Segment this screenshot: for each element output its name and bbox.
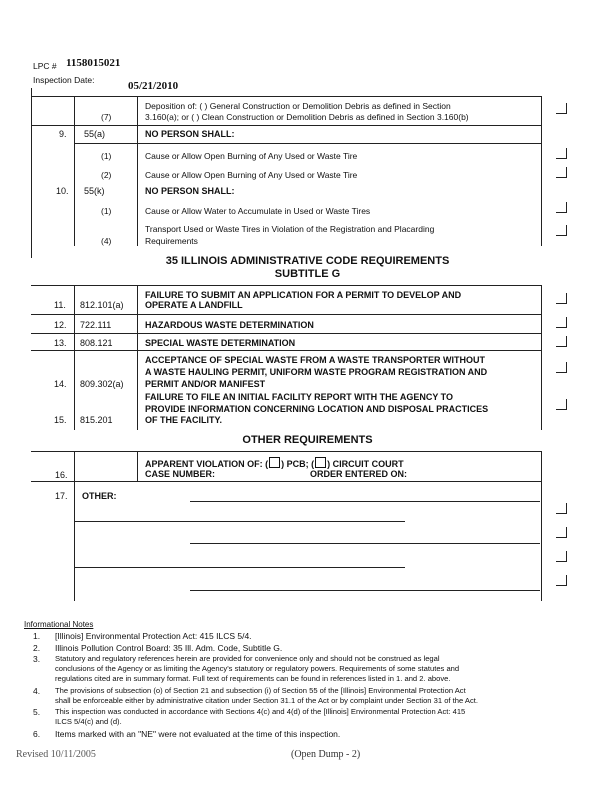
row-14-text: PERMIT AND/OR MANIFEST [145, 379, 266, 389]
lpc-label: LPC # [33, 61, 57, 71]
table-rule [74, 143, 541, 144]
apparent-violation-court: ) CIRCUIT COURT [327, 459, 404, 469]
row-10-1-text: Cause or Allow Water to Accumulate in Used or Waste Tires [145, 206, 371, 216]
row-9-1-checkbox[interactable] [556, 148, 567, 159]
other-requirements-title: OTHER REQUIREMENTS [242, 434, 373, 446]
apparent-violation-line [145, 457, 404, 469]
row-10-section: 55(k) [84, 186, 105, 196]
section-title: 35 ILLINOIS ADMINISTRATIVE CODE REQUIREMENTS [165, 255, 450, 267]
row-10-4-text: Requirements [145, 236, 198, 246]
table-rule [31, 481, 541, 482]
table-rule [31, 333, 541, 334]
table-rule [31, 285, 541, 286]
note-3: regulations cited are in summary format. Full text of requirements can be found in references listed in 1. and 2. above. [55, 674, 451, 683]
apparent-violation-pcb: ) PCB; ( [281, 459, 315, 469]
row-11-text: FAILURE TO SUBMIT AN APPLICATION FOR A PERMIT TO DEVELOP AND [145, 290, 462, 300]
inspection-date: 05/21/2010 [128, 80, 179, 92]
note-1-number: 1. [33, 631, 41, 641]
row-16-number: 16. [55, 470, 68, 480]
note-2-number: 2. [33, 643, 41, 653]
row-12-section: 722.111 [80, 320, 112, 330]
row-15-text: PROVIDE INFORMATION CONCERNING LOCATION AND DISPOSAL PRACTICES [145, 404, 489, 414]
form-name: (Open Dump - 2) [291, 749, 361, 760]
circuit-court-checkbox[interactable] [315, 457, 326, 468]
row-15-number: 15. [54, 415, 67, 425]
table-col-divider [74, 451, 75, 601]
note-3: conclusions of the Agency or as limiting the Agency's statutory or regulatory powers. Requirements of some statutes and [55, 664, 460, 673]
table-rule [31, 314, 541, 315]
other-entry-line[interactable] [75, 567, 405, 568]
row-10-4-text: Transport Used or Waste Tires in Violation of the Registration and Placarding [145, 224, 435, 234]
row-14-checkbox[interactable] [556, 362, 567, 373]
row-14-text: A WASTE HAULING PERMIT, UNIFORM WASTE PROGRAM REGISTRATION AND [145, 367, 488, 377]
row-9-1-number: (1) [101, 151, 112, 161]
other-entry-line[interactable] [190, 501, 540, 502]
row-12-checkbox[interactable] [556, 317, 567, 328]
row-9-2-text: Cause or Allow Open Burning of Any Used or Waste Tire [145, 170, 358, 180]
notes-title: Informational Notes [24, 620, 94, 629]
row-13-section: 808.121 [80, 338, 113, 348]
table-col-divider [541, 451, 542, 601]
row-12-number: 12. [54, 320, 67, 330]
table-col-divider [137, 96, 138, 246]
row-17-checkbox[interactable] [556, 551, 567, 562]
row-10-4-number: (4) [101, 236, 112, 246]
row-11-text: OPERATE A LANDFILL [145, 300, 243, 310]
row-17-checkbox[interactable] [556, 503, 567, 514]
apparent-violation-prefix: APPARENT VIOLATION OF: ( [145, 459, 269, 469]
row-15-section: 815.201 [80, 415, 113, 425]
note-6-number: 6. [33, 729, 41, 739]
other-entry-line[interactable] [75, 521, 405, 522]
other-entry-line[interactable] [190, 590, 540, 591]
note-4-number: 4. [33, 686, 41, 696]
note-2: Illinois Pollution Control Board: 35 Ill. Adm. Code, Subtitle G. [55, 643, 283, 653]
row-10-heading: NO PERSON SHALL: [145, 186, 235, 196]
row-11-number: 11. [54, 300, 66, 310]
row-14-text: ACCEPTANCE OF SPECIAL WASTE FROM A WASTE TRANSPORTER WITHOUT [145, 355, 486, 365]
row-9-section: 55(a) [84, 129, 106, 139]
row-9-number: 9. [59, 129, 67, 139]
lpc-number: 1158015021 [66, 57, 121, 69]
row-7-text: 3.160(a); or ( ) Clean Construction or Demolition Debris as defined in Section 3.160(b) [145, 112, 469, 122]
table-left-border [31, 88, 32, 258]
row-11-checkbox[interactable] [556, 293, 567, 304]
row-13-checkbox[interactable] [556, 336, 567, 347]
row-15-checkbox[interactable] [556, 399, 567, 410]
table-rule [31, 350, 541, 351]
row-13-number: 13. [54, 338, 67, 348]
note-4: shall be enforceable either by administrative citation under Section 31.1 of the Act or by complaint under Section 31 of the Act. [55, 696, 478, 705]
note-6: Items marked with an "NE" were not evaluated at the time of this inspection. [55, 729, 341, 739]
note-5: ILCS 5/4(c) and (d). [55, 717, 122, 726]
row-17-label: OTHER: [82, 491, 117, 501]
note-5: This inspection was conducted in accordance with Sections 4(c) and 4(d) of the [Illinois] Environmental Protection Act: 415 [55, 707, 466, 716]
row-15-text: FAILURE TO FILE AN INITIAL FACILITY REPORT WITH THE AGENCY TO [145, 392, 454, 402]
row-13-text: SPECIAL WASTE DETERMINATION [145, 338, 296, 348]
row-15-text: OF THE FACILITY. [145, 415, 223, 425]
row-10-1-checkbox[interactable] [556, 202, 567, 213]
row-10-4-checkbox[interactable] [556, 225, 567, 236]
row-10-1-number: (1) [101, 206, 112, 216]
order-entered-label: ORDER ENTERED ON: [310, 469, 408, 479]
table-col-divider [74, 96, 75, 246]
row-10-number: 10. [56, 186, 69, 196]
row-7-number: (7) [101, 112, 112, 122]
note-3-number: 3. [33, 654, 41, 664]
other-entry-line[interactable] [190, 543, 540, 544]
case-number-label: CASE NUMBER: [145, 469, 216, 479]
row-7-checkbox[interactable] [556, 103, 567, 114]
row-7-text: Deposition of: ( ) General Construction or Demolition Debris as defined in Section [145, 101, 451, 111]
row-9-heading: NO PERSON SHALL: [145, 129, 235, 139]
table-rule [31, 125, 541, 126]
row-17-number: 17. [55, 491, 68, 501]
row-14-number: 14. [54, 379, 67, 389]
row-9-1-text: Cause or Allow Open Burning of Any Used or Waste Tire [145, 151, 358, 161]
note-1: [Illinois] Environmental Protection Act: 415 ILCS 5/4. [55, 631, 252, 641]
revised-date: Revised 10/11/2005 [16, 749, 96, 760]
row-17-checkbox[interactable] [556, 575, 567, 586]
note-4: The provisions of subsection (o) of Section 21 and subsection (i) of Section 55 of the [Illinois] Environmental Protection Act [55, 686, 466, 695]
table-rule [31, 451, 541, 452]
table-rule [31, 96, 541, 97]
table-col-divider [541, 96, 542, 246]
inspection-date-label: Inspection Date: [33, 75, 95, 85]
table-col-divider [137, 451, 138, 481]
table-col-divider [74, 285, 75, 430]
row-9-2-number: (2) [101, 170, 112, 180]
row-17-checkbox[interactable] [556, 527, 567, 538]
row-12-text: HAZARDOUS WASTE DETERMINATION [145, 320, 314, 330]
row-14-section: 809.302(a) [80, 379, 124, 389]
row-9-2-checkbox[interactable] [556, 167, 567, 178]
table-col-divider [137, 285, 138, 430]
note-5-number: 5. [33, 707, 41, 717]
pcb-checkbox[interactable] [269, 457, 280, 468]
section-subtitle: SUBTITLE G [274, 268, 341, 280]
table-col-divider [541, 285, 542, 430]
row-11-section: 812.101(a) [80, 300, 124, 310]
note-3: Statutory and regulatory references herein are provided for convenience only and should not be construed as legal [55, 654, 440, 663]
